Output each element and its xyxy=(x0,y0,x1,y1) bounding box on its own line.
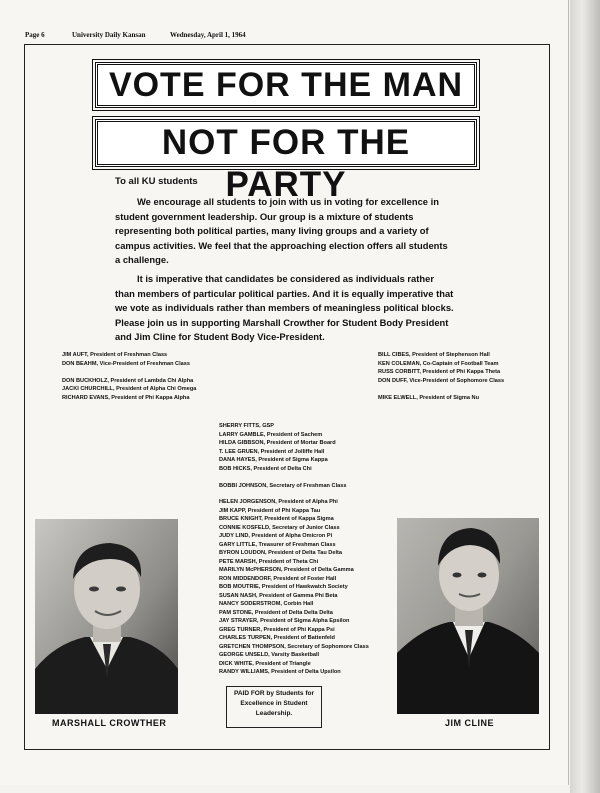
signer-name: T. LEE GRUEN, President of Jolliffe Hall xyxy=(219,448,325,455)
signer-name: BOB MOUTRIE, President of Hawkwatch Society xyxy=(219,584,348,590)
signer-name: DON DUFF, Vice-President of Sophomore Class xyxy=(378,377,505,384)
photo-jim-cline xyxy=(397,518,539,714)
signer-name: DON BUCKHOLZ, President of Lambda Chi Alpha xyxy=(62,377,194,384)
signer-name: JUDY LIND, President of Alpha Omicron Pi xyxy=(219,533,333,539)
signer-name: DANA HAYES, President of Sigma Kappa xyxy=(219,457,328,463)
signer-name: HILDA GIBBSON, President of Mortar Board xyxy=(219,440,336,446)
signer-name: JACKI CHURCHILL, President of Alpha Chi Omega xyxy=(62,386,197,392)
signer-name: HELEN JORGENSON, President of Alpha Phi xyxy=(219,499,338,505)
portrait-illustration xyxy=(397,518,539,714)
newspaper-name: University Daily Kansan xyxy=(72,31,146,39)
salutation: To all KU students xyxy=(115,176,198,187)
signer-name: RON MIDDENDORF, President of Foster Hall xyxy=(219,575,337,582)
portrait-illustration xyxy=(35,519,178,714)
signer-name: JIM KAPP, President of Phi Kappa Tau xyxy=(219,507,321,514)
paid-line-1: PAID FOR by Students for xyxy=(233,690,315,697)
signers-left-column xyxy=(62,351,196,402)
signer-name: SUSAN NASH, President of Gamma Phi Beta xyxy=(219,592,338,599)
page-number: Page 6 xyxy=(25,31,45,39)
signer-name: JAY STRAYER, President of Sigma Alpha Epsilon xyxy=(219,618,350,624)
signers-center-top xyxy=(219,422,346,490)
signer-name xyxy=(378,385,504,394)
body-paragraph-2: It is imperative that candidates be considered as individuals rather than members of particular political parties. And it is equally imperative that we vote as individuals rather than members of meaningless political blocks. Please join us in supporting Marshall Crowther for Student Body President and Jim Cline for Student Body Vice-President. xyxy=(115,273,454,342)
signers-right-column xyxy=(378,351,504,402)
page-edge xyxy=(570,0,600,793)
photo-marshall-crowther xyxy=(35,519,178,714)
signer-name: LARRY GAMBLE, President of Sachem xyxy=(219,431,323,438)
signer-name xyxy=(62,368,196,377)
signer-name: BOBBI JOHNSON, Secretary of Freshman Class xyxy=(219,482,347,489)
signer-name xyxy=(219,473,346,482)
signer-name: RICHARD EVANS, President of Phi Kappa Alpha xyxy=(62,394,190,401)
signer-name: PAM STONE, President of Delta Delta Delta xyxy=(219,609,333,616)
signer-name: JIM AUFT, President of Freshman Class xyxy=(62,352,168,358)
signer-name: DON BEAHM, Vice-President of Freshman Class xyxy=(62,360,190,367)
signer-name: MARILYN McPHERSON, President of Delta Gamma xyxy=(219,567,354,573)
signer-name: MIKE ELWELL, President of Sigma Nu xyxy=(378,394,480,401)
signer-name: GARY LITTLE, Treasurer of Freshman Class xyxy=(219,541,336,548)
signer-name: BOB HICKS, President of Delta Chi xyxy=(219,465,312,472)
signer-name: GRETCHEN THOMPSON, Secretary of Sophomore Class xyxy=(219,643,369,650)
paid-line-2: Excellence in Student xyxy=(240,700,308,707)
signer-name: NANCY SODERSTROM, Corbin Hall xyxy=(219,601,314,607)
headline-not-for-the-party: NOT FOR THE PARTY xyxy=(95,119,477,167)
signer-name: PETE MARSH, President of Theta Chi xyxy=(219,558,319,565)
signer-name: BILL CIBES, President of Stephenson Hall xyxy=(378,352,490,358)
signer-name: GEORGE UNSELD, Varsity Basketball xyxy=(219,652,320,658)
signers-center-bottom xyxy=(219,498,369,677)
signer-name: DICK WHITE, President of Triangle xyxy=(219,660,311,667)
signer-name: RUSS CORBITT, President of Phi Kappa Theta xyxy=(378,369,501,375)
paid-line-3: Leadership. xyxy=(255,710,293,717)
signer-name: KEN COLEMAN, Co-Captain of Football Team xyxy=(378,360,499,367)
signer-name: CONNIE KOSFELD, Secretary of Junior Class xyxy=(219,524,340,531)
signer-name: BRUCE KNIGHT, President of Kappa Sigma xyxy=(219,516,334,522)
headline-vote-for-the-man: VOTE FOR THE MAN xyxy=(95,62,477,108)
caption-marshall-crowther: MARSHALL CROWTHER xyxy=(52,718,167,728)
signer-name: BYRON LOUDON, President of Delta Tau Delta xyxy=(219,550,342,556)
signer-name: CHARLES TURPEN, President of Battenfeld xyxy=(219,635,335,641)
signer-name: RANDY WILLIAMS, President of Delta Upsilon xyxy=(219,669,341,675)
paid-for-notice xyxy=(226,686,322,728)
caption-jim-cline: JIM CLINE xyxy=(445,718,495,728)
signer-name: GREG TURNER, President of Phi Kappa Psi xyxy=(219,626,335,633)
signer-name: SHERRY FITTS, GSP xyxy=(219,423,275,429)
body-paragraph-1: We encourage all students to join with us in voting for excellence in student government leadership. Our group is a mixture of students representing both political parties, many living groups and a variety of campus activities. We feel that the approaching election offers all students a challenge. xyxy=(115,196,448,265)
issue-date: Wednesday, April 1, 1964 xyxy=(170,31,246,39)
